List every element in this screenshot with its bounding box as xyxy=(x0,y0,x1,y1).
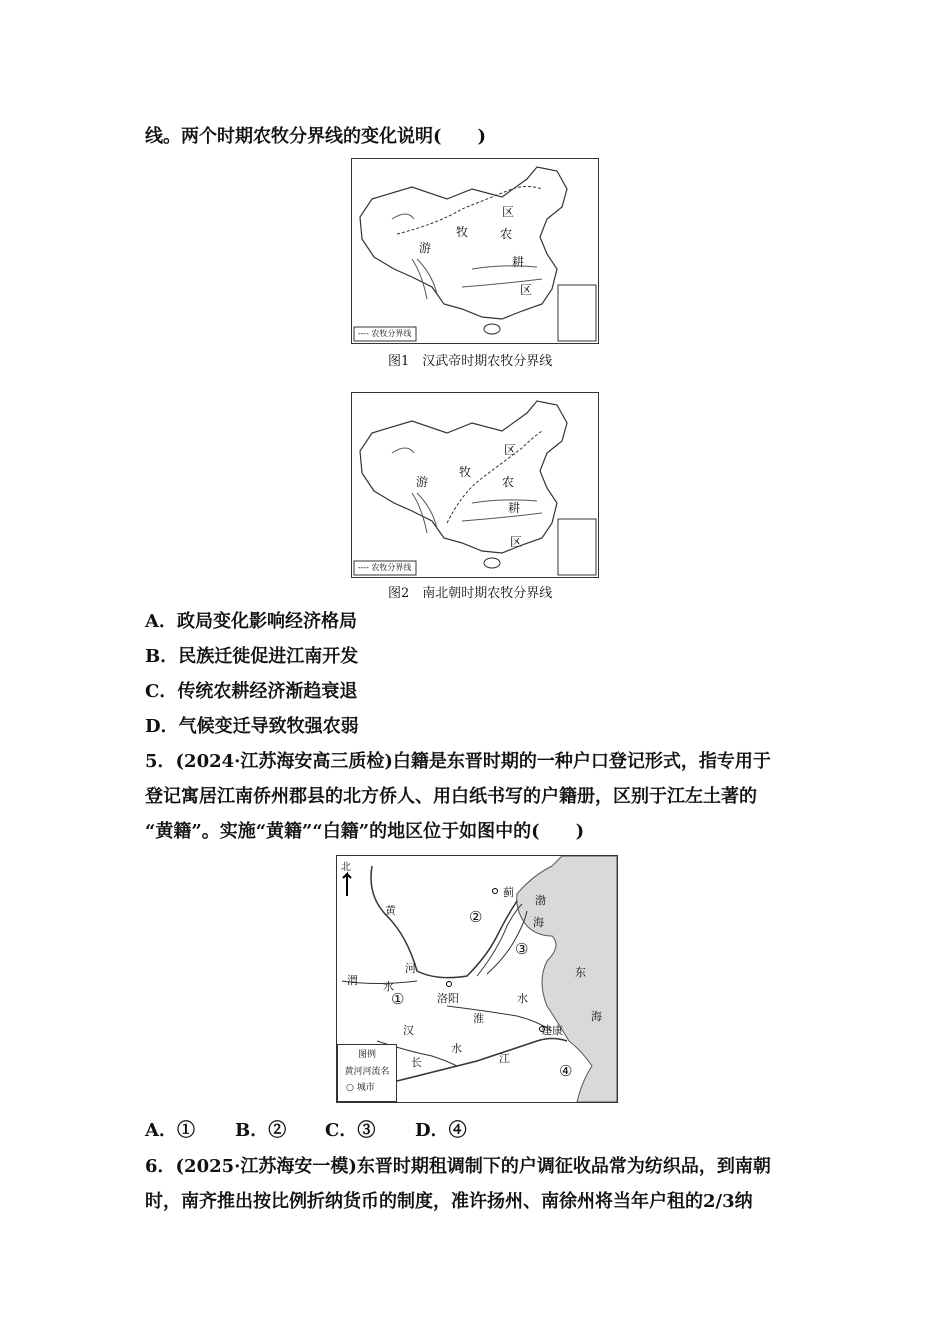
q5-option-c[interactable]: C．③ xyxy=(325,1120,376,1141)
label-shui-han: 水 xyxy=(451,1042,462,1055)
map-nanbeichao xyxy=(351,392,599,578)
label-mu: 牧 xyxy=(459,465,472,479)
label-jiankang: 建康 xyxy=(541,1024,563,1037)
label-han: 汉 xyxy=(403,1024,414,1037)
china-outline-1 xyxy=(352,159,598,343)
label-mu: 牧 xyxy=(456,225,469,239)
label-hai-dong: 海 xyxy=(591,1010,602,1023)
q5-line2: 登记寓居江南侨州郡县的北方侨人、用白纸书写的户籍册，区别于江左土著的 xyxy=(145,786,757,807)
label-qu-top: 区 xyxy=(502,205,515,219)
label-chang: 长 xyxy=(411,1056,422,1069)
legend-city: ○ 城市 xyxy=(346,1083,375,1093)
q5-line3: “黄籍”。实施“黄籍”“白籍”的地区位于如图中的( ) xyxy=(145,821,585,842)
marker-1: ① xyxy=(391,990,405,1008)
china-outline-2 xyxy=(352,393,598,577)
label-qu-bottom: 区 xyxy=(520,283,533,297)
label-nong: 农 xyxy=(500,227,513,241)
q6-line1: 6．(2025·江苏海安一模)东晋时期租调制下的户调征收品常为纺织品，到南朝 xyxy=(145,1156,771,1177)
label-shui-wei: 水 xyxy=(383,980,394,993)
q4-option-c[interactable]: C．传统农耕经济渐趋衰退 xyxy=(145,681,358,702)
label-ji: 蓟 xyxy=(503,886,514,899)
label-huang: 黄 xyxy=(385,904,396,917)
label-shui-huai: 水 xyxy=(517,992,528,1005)
label-hai-bo: 海 xyxy=(533,916,544,929)
marker-3: ③ xyxy=(515,940,529,958)
label-jiang: 江 xyxy=(499,1052,510,1065)
legend-boundary: ---- 农牧分界线 xyxy=(358,329,412,338)
legend-river: 黄河河流名 xyxy=(344,1067,390,1077)
map1-caption: 图1 汉武帝时期农牧分界线 xyxy=(388,354,553,369)
q5-option-a[interactable]: A．① xyxy=(145,1120,195,1141)
legend-title: 图例 xyxy=(357,1050,376,1060)
label-he: 河 xyxy=(405,962,416,975)
q4-option-d[interactable]: D．气候变迁导致牧强农弱 xyxy=(145,716,359,737)
label-you: 游 xyxy=(416,475,429,489)
marker-4: ④ xyxy=(559,1062,573,1080)
label-huai: 淮 xyxy=(473,1012,484,1025)
q4-option-a[interactable]: A．政局变化影响经济格局 xyxy=(145,611,357,632)
marker-2: ② xyxy=(469,908,483,926)
map-eastern-jin xyxy=(336,855,618,1103)
label-qu-top: 区 xyxy=(504,443,517,457)
map-han-wudi xyxy=(351,158,599,344)
label-bo: 渤 xyxy=(535,894,546,907)
q5-option-d[interactable]: D．④ xyxy=(415,1120,467,1141)
label-nong: 农 xyxy=(502,475,515,489)
q5-line1: 5．(2024·江苏海安高三质检)白籍是东晋时期的一种户口登记形式，指专用于 xyxy=(145,751,771,772)
label-dong: 东 xyxy=(575,966,586,979)
map2-caption: 图2 南北朝时期农牧分界线 xyxy=(388,586,553,601)
q6-line2: 时，南齐推出按比例折纳货币的制度，准许扬州、南徐州将当年户租的2/3纳 xyxy=(145,1191,753,1212)
label-geng: 耕 xyxy=(512,255,525,269)
q5-option-b[interactable]: B．② xyxy=(235,1120,287,1141)
label-qu-bottom: 区 xyxy=(510,535,523,549)
label-luoyang: 洛阳 xyxy=(437,992,459,1005)
q4-option-b[interactable]: B．民族迁徙促进江南开发 xyxy=(145,646,359,667)
label-wei: 渭 xyxy=(347,974,358,987)
legend-boundary: ---- 农牧分界线 xyxy=(358,563,412,572)
label-you: 游 xyxy=(419,241,432,255)
label-geng: 耕 xyxy=(508,501,521,515)
north-label: 北 xyxy=(341,862,351,873)
map-legend xyxy=(337,1044,397,1102)
q4-stem-tail: 线。两个时期农牧分界线的变化说明( ) xyxy=(145,126,487,147)
